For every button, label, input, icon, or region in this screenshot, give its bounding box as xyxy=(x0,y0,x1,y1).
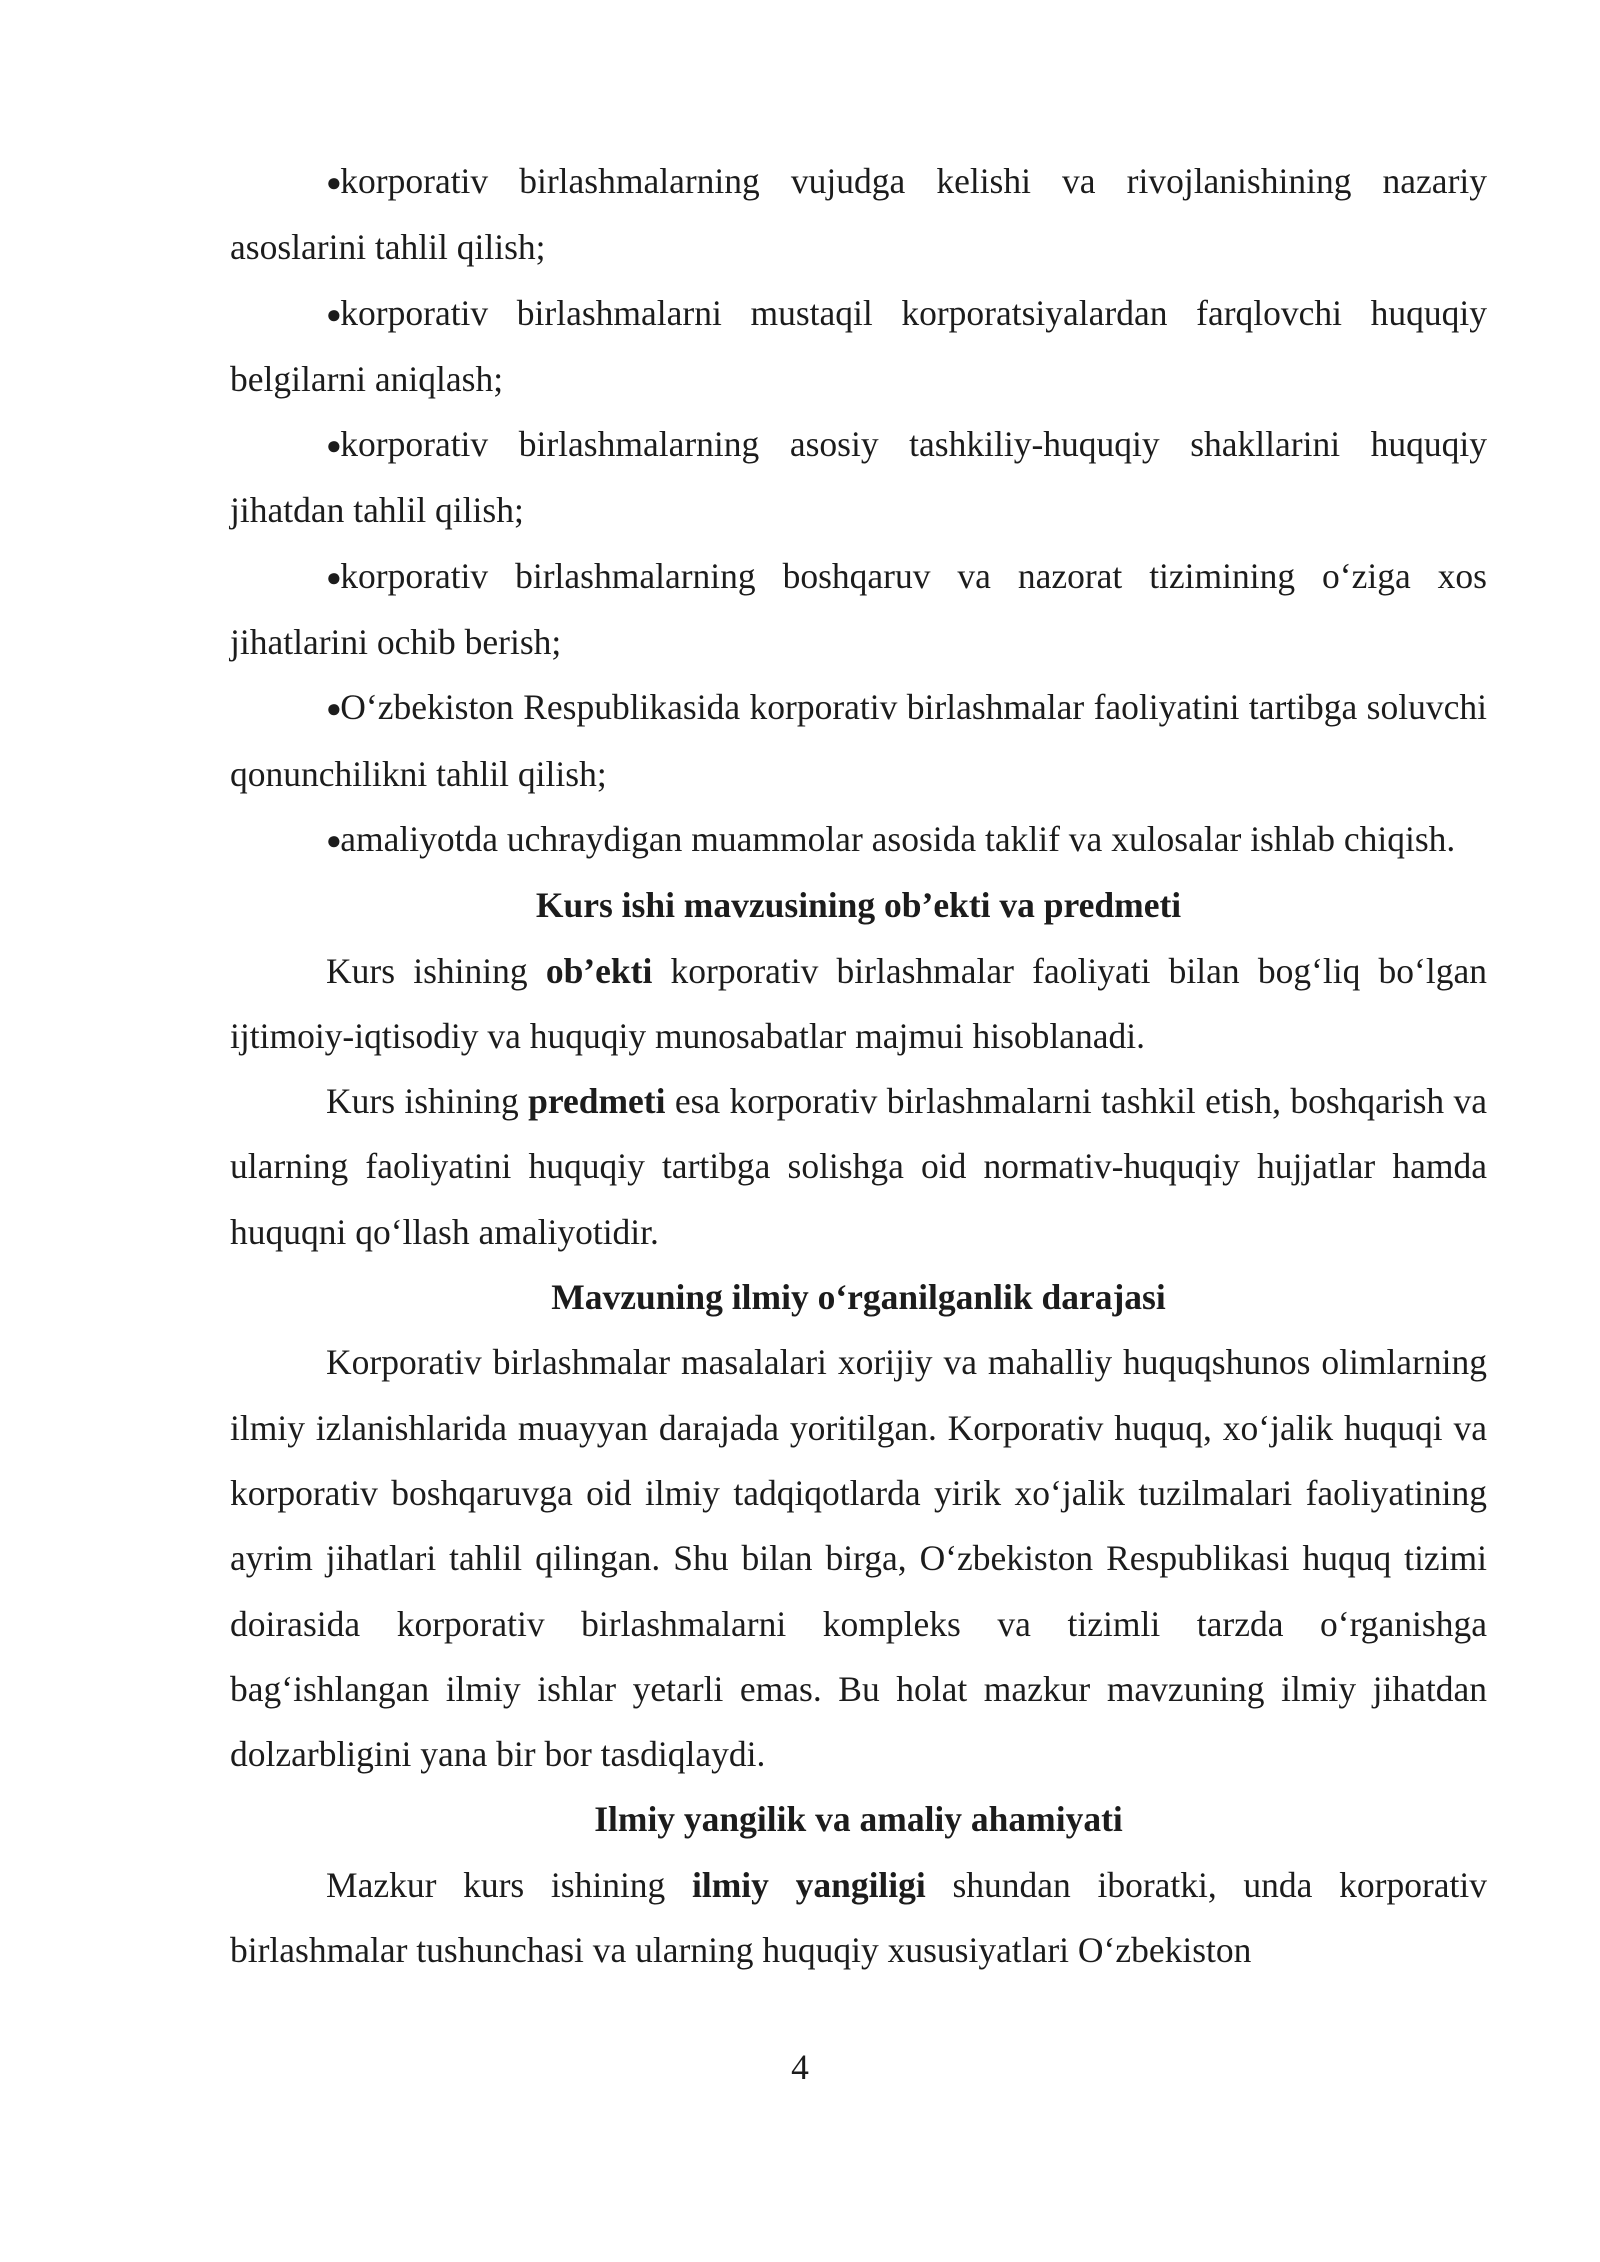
paragraph-object xyxy=(230,939,1487,1070)
bullet-icon: ● xyxy=(326,694,342,724)
page-number: 4 xyxy=(791,2047,809,2087)
bullet-item xyxy=(230,149,1487,281)
bold-term: ilmiy yangiligi xyxy=(691,1864,926,1905)
paragraph-research-level: Korporativ birlashmalar masalalari xorijiy va mahalliy huquqshunos olimlarning ilmiy izlanishlarida muayyan darajada yoritilgan. Korporativ huquq, xo‘jalik huquqi va korporativ boshqaruvga oid ilmiy tadqiqotlarda yirik xo‘jalik tuzilmalari faoliyatining ayrim jihatlari tahlil qilingan. Shu bilan birga, O‘zbekiston Respublikasi huquq tizimi doirasida korporativ birlashmalarni kompleks va tizimli tarzda o‘rganishga bag‘ishlangan ilmiy ishlar yetarli emas. Bu holat mazkur mavzuning ilmiy jihatdan dolzarbligini yana bir bor tasdiqlaydi. xyxy=(230,1342,1487,1775)
paragraph-subject xyxy=(230,1069,1487,1265)
bullet-text: korporativ birlashmalarning boshqaruv va nazorat tizimining o‘ziga xos jihatlarini ochib berish; xyxy=(230,555,1487,663)
paragraph-text: esa korporativ birlashmalarni tashkil etish, boshqarish va ularning faoliyatini huquqiy tartibga solishga oid normativ-huquqiy hujjatlar hamda huquqni qo‘llash amaliyotidir. xyxy=(230,1081,1487,1252)
paragraph-text: Kurs ishining xyxy=(326,1081,529,1122)
section-heading: Mavzuning ilmiy o‘rganilganlik darajasi xyxy=(551,1277,1166,1318)
bullet-text: korporativ birlashmalarning vujudga kelishi va rivojlanishining nazariy asoslarini tahlil qilish; xyxy=(230,161,1487,268)
bullet-item xyxy=(230,807,1487,873)
page-content xyxy=(230,149,1487,1983)
paragraph-text: Kurs ishining xyxy=(326,950,546,991)
bullet-text: korporativ birlashmalarni mustaqil korporatsiyalardan farqlovchi huquqiy belgilarni aniqlash; xyxy=(230,292,1487,399)
bullet-icon: ● xyxy=(326,168,342,197)
bullet-item xyxy=(230,281,1487,413)
paragraph-text: korporativ birlashmalar faoliyati bilan bog‘liq bo‘lgan ijtimoiy-iqtisodiy va huquqiy munosabatlar majmui hisoblanadi. xyxy=(230,950,1487,1056)
section-heading: Kurs ishi mavzusining ob’ekti va predmeti xyxy=(535,885,1182,926)
bullet-icon: ● xyxy=(326,431,342,461)
bold-term: predmeti xyxy=(528,1081,666,1122)
bullet-item xyxy=(230,412,1487,544)
bullet-text: amaliyotda uchraydigan muammolar asosida taklif va xulosalar ishlab chiqish. xyxy=(340,818,1456,859)
section-heading: Ilmiy yangilik va amaliy ahamiyati xyxy=(594,1799,1123,1840)
paragraph-text: shundan iboratki, unda korporativ birlashmalar tushunchasi va ularning huquqiy xususiyatlari O‘zbekiston xyxy=(230,1864,1487,1971)
bullet-item xyxy=(230,544,1487,676)
paragraph-novelty xyxy=(230,1853,1487,1984)
bullet-icon: ● xyxy=(326,562,342,592)
paragraph-text: Mazkur kurs ishining xyxy=(326,1864,692,1905)
bullet-text: korporativ birlashmalarning asosiy tashkiliy-huquqiy shakllarini huquqiy jihatdan tahlil qilish; xyxy=(230,424,1487,531)
bold-term: ob’ekti xyxy=(545,950,653,991)
bullet-icon: ● xyxy=(326,825,342,855)
bullet-item xyxy=(230,675,1487,807)
bullet-text: O‘zbekiston Respublikasida korporativ birlashmalar faoliyatini tartibga soluvchi qonunchilikni tahlil qilish; xyxy=(230,687,1487,794)
bullet-icon: ● xyxy=(326,299,342,329)
